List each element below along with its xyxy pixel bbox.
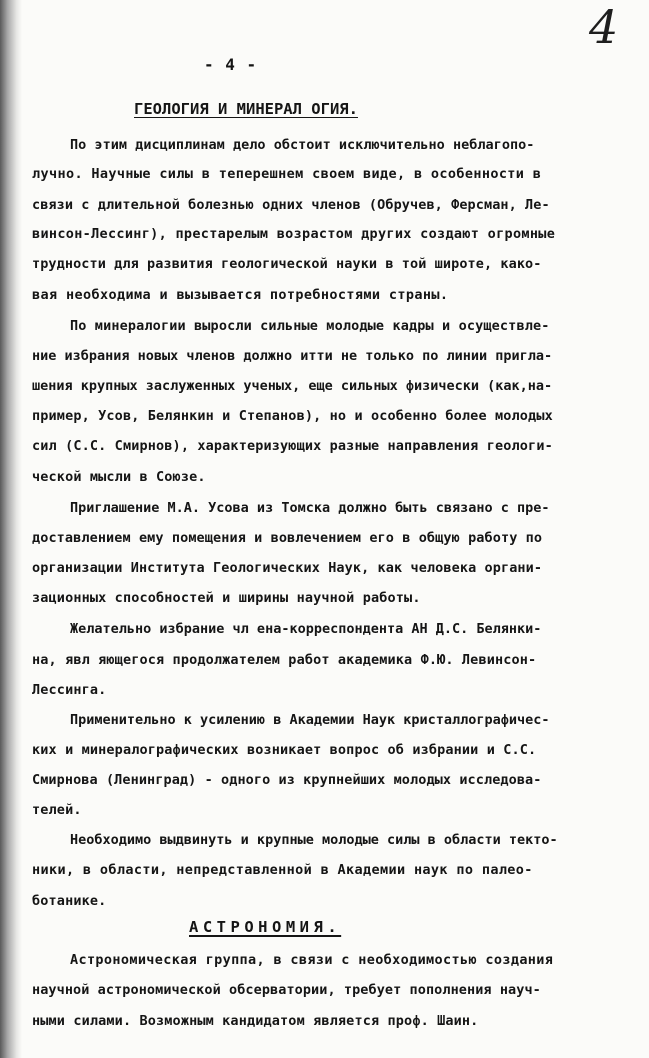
text-line: пример, Усов, Белянкин и Степанов), но и особенно более молодых [32,408,553,424]
text-line: ботанике. [32,893,107,909]
text-line: Лессинга. [32,682,107,698]
text-line: ческой мысли в Союзе. [32,469,206,485]
text-line: телей. [32,802,82,818]
text-line: Приглашение М.А. Усова из Томска должно быть связано с пре- [70,500,550,516]
text-line: связи с длительной болезнью одних членов (Обручев, Ферсман, Ле- [32,197,550,213]
scan-edge-shadow [0,0,22,1058]
text-line: трудности для развития геологической науки в той широте, како- [32,256,542,272]
text-line: По минералогии выросли сильные молодые кадры и осуществле- [70,318,550,334]
text-line: ными силами. Возможным кандидатом является проф. Шаин. [32,1013,479,1029]
text-line: вая необходима и вызывается потребностями страны. [32,287,449,303]
text-line: ние избрания новых членов должно итти не только по линии пригла- [32,348,553,364]
text-line: Применительно к усилению в Академии Наук кристаллографичес- [70,712,550,728]
page-number: - 4 - [204,55,258,74]
text-line: ники, в области, непредставленной в Академии наук по палео- [32,862,533,878]
text-line: научной астрономической обсерватории, требует пополнения науч- [32,982,541,998]
section-heading-astronomy: АСТРОНОМИЯ. [189,918,342,936]
text-line: Необходимо выдвинуть и крупные молодые силы в области текто- [70,832,558,848]
text-line: По этим дисциплинам дело обстоит исключительно неблагопо- [70,137,535,153]
section-heading-geology: ГЕОЛОГИЯ И МИНЕРАЛ ОГИЯ. [134,100,358,118]
text-line: винсон-Лессинг), престарелым возрастом других создают огромные [32,226,556,242]
text-line: Астрономическая группа, в связи с необходимостью создания [70,952,554,968]
text-line: Смирнова (Ленинград) - одного из крупнейших молодых исследова- [32,772,542,788]
text-line: лучно. Научные силы в теперешнем своем виде, в особенности в [32,166,542,182]
text-line: на, явл яющегося продолжателем работ академика Ф.Ю. Левинсон- [32,652,537,668]
text-line: шения крупных заслуженных ученых, еще сильных физически (как,на- [32,378,553,394]
text-line: ких и минералографических возникает вопрос об избрании и С.С. [32,742,537,758]
text-line: зационных способностей и ширины научной работы. [32,590,421,606]
text-line: организации Института Геологических Наук, как человека органи- [32,560,543,576]
text-line: сил (С.С. Смирнов), характеризующих разные направления геологи- [32,438,553,454]
handwritten-archive-number: 4 [589,0,619,54]
text-line: Желательно избрание чл ена-корреспондента АН Д.С. Белянки- [70,621,542,637]
text-line: доставлением ему помещения и вовлечением его в общую работу по [32,530,543,546]
